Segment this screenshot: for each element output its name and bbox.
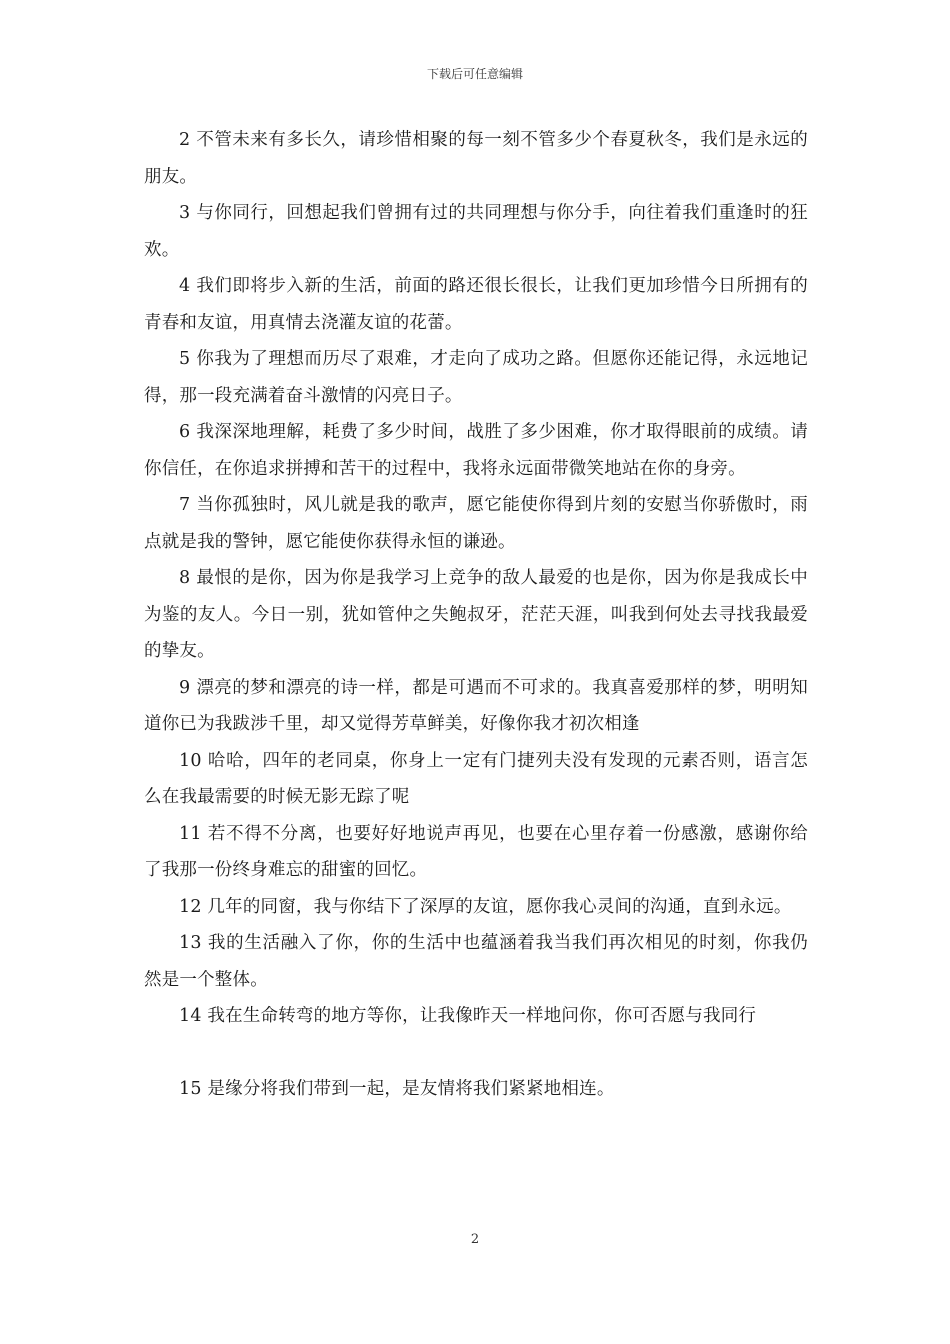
paragraph-12: 12 几年的同窗，我与你结下了深厚的友谊，愿你我心灵间的沟通，直到永远。: [179, 896, 792, 917]
paragraph-11: 11 若不得不分离，也要好好地说声再见，也要在心里存着一份感激，感谢你给了我那一份终身难忘的甜蜜的回忆。: [144, 823, 808, 880]
paragraph-9: 9 漂亮的梦和漂亮的诗一样，都是可遇而不可求的。我真喜爱那样的梦，明明知道你已为我跋涉千里，却又觉得芳草鲜美，好像你我才初次相逢: [144, 677, 808, 734]
paragraph-3: 3 与你同行，回想起我们曾拥有过的共同理想与你分手，向往着我们重逢时的狂欢。: [144, 203, 808, 260]
page-header: 下载后可任意编辑: [426, 67, 523, 81]
paragraph-10: 10 哈哈，四年的老同桌，你身上一定有门捷列夫没有发现的元素否则，语言怎么在我最需要的时候无影无踪了呢: [144, 750, 808, 807]
paragraph-6: 6 我深深地理解，耗费了多少时间，战胜了多少困难，你才取得眼前的成绩。请你信任，在你追求拼搏和苦干的过程中，我将永远面带微笑地站在你的身旁。: [144, 422, 808, 479]
paragraph-15: 15 是缘分将我们带到一起，是友情将我们紧紧地相连。: [179, 1078, 615, 1099]
paragraph-13: 13 我的生活融入了你，你的生活中也蕴涵着我当我们再次相见的时刻，你我仍然是一个整体。: [144, 933, 808, 990]
paragraph-8: 8 最恨的是你，因为你是我学习上竞争的敌人最爱的也是你，因为你是我成长中为鉴的友人。今日一别，犹如管仲之失鲍叔牙，茫茫天涯，叫我到何处去寻找我最爱的挚友。: [144, 568, 808, 661]
paragraph-4: 4 我们即将步入新的生活，前面的路还很长很长，让我们更加珍惜今日所拥有的青春和友谊，用真情去浇灌友谊的花蕾。: [144, 276, 808, 333]
paragraph-7: 7 当你孤独时，风儿就是我的歌声，愿它能使你得到片刻的安慰当你骄傲时，雨点就是我的警钟，愿它能使你获得永恒的谦逊。: [144, 495, 808, 552]
paragraph-14: 14 我在生命转弯的地方等你，让我像昨天一样地问你，你可否愿与我同行: [179, 1006, 757, 1026]
page-number: 2: [470, 1232, 480, 1247]
document-body: [144, 122, 808, 1107]
paragraph-5: 5 你我为了理想而历尽了艰难，才走向了成功之路。但愿你还能记得，永远地记得，那一段充满着奋斗激情的闪亮日子。: [144, 349, 808, 406]
paragraph-2: 2 不管未来有多长久，请珍惜相聚的每一刻不管多少个春夏秋冬，我们是永远的朋友。: [144, 130, 808, 187]
